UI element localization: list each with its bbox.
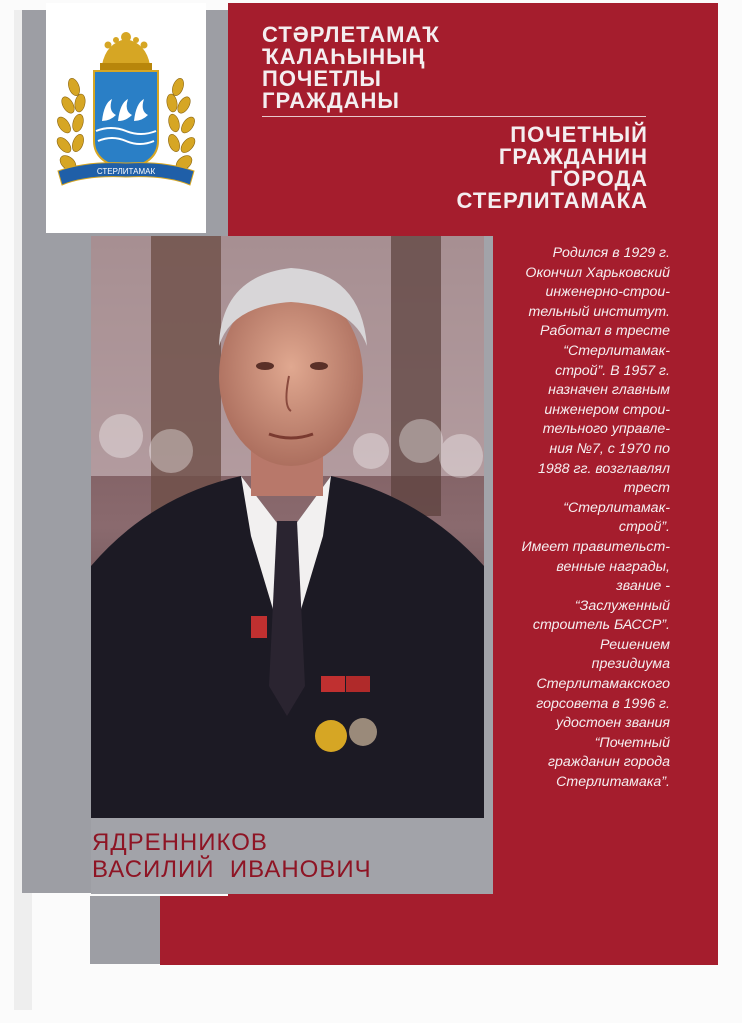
bio-line: президиума bbox=[591, 656, 670, 673]
title-russian-line: ГОРОДА bbox=[549, 166, 648, 191]
bio-line: тельного управле- bbox=[542, 421, 670, 438]
person-surname: ЯДРЕННИКОВ bbox=[92, 829, 268, 856]
title-divider bbox=[262, 116, 646, 117]
portrait-photo bbox=[91, 236, 484, 818]
bio-line: венные награды, bbox=[556, 558, 670, 575]
title-russian-line: СТЕРЛИТАМАКА bbox=[456, 188, 648, 213]
bio-line: Имеет правительст- bbox=[521, 538, 670, 555]
bio-line: строй”. bbox=[618, 519, 670, 536]
title-bashkir-line: ПОЧЕТЛЫ bbox=[262, 66, 382, 91]
bio-line: строй”. В 1957 г. bbox=[555, 362, 670, 379]
bio-line: инженерно-строи- bbox=[545, 284, 670, 301]
bio-line: “Стерлитамак- bbox=[563, 499, 670, 516]
bio-line: строитель БАССР”. bbox=[532, 617, 670, 634]
bio-line: назначен главным bbox=[548, 382, 670, 399]
emblem-box bbox=[46, 3, 206, 233]
title-bashkir-line: ҠАЛАҺЫНЫҢ bbox=[262, 44, 426, 69]
person-given-names: ВАСИЛИЙ ИВАНОВИЧ bbox=[92, 856, 372, 883]
bio-line: Стерлитамака”. bbox=[556, 774, 670, 791]
bio-line: “Заслуженный bbox=[574, 597, 670, 614]
gray-bottom-tab bbox=[90, 896, 160, 964]
red-bottom-band bbox=[160, 896, 718, 965]
title-bashkir bbox=[262, 24, 440, 112]
bio-line: ния №7, с 1970 по bbox=[549, 440, 670, 457]
emblem-ribbon-text: СТЕРЛИТАМАК bbox=[96, 167, 156, 176]
bio-line: Родился в 1929 г. bbox=[552, 245, 670, 261]
bio-line: Решением bbox=[599, 636, 670, 653]
bio-line: инженером строи- bbox=[544, 401, 670, 418]
title-russian-line: ПОЧЕТНЫЙ bbox=[510, 122, 648, 147]
bio-line: трест bbox=[623, 480, 670, 497]
title-bashkir-line: ГРАЖДАНЫ bbox=[262, 88, 400, 113]
bio-line: “Стерлитамак- bbox=[563, 342, 670, 359]
title-russian bbox=[457, 124, 648, 212]
bio-line: удостоен звания bbox=[556, 715, 670, 732]
bio-line: “Почетный bbox=[594, 734, 670, 751]
bio-line: горсовета в 1996 г. bbox=[536, 695, 670, 712]
bio-line: Стерлитамакского bbox=[536, 676, 670, 693]
bio-line: звание - bbox=[616, 578, 670, 595]
person-name bbox=[92, 829, 372, 883]
biography bbox=[492, 244, 670, 793]
city-emblem bbox=[46, 3, 206, 233]
bio-line: Работал в тресте bbox=[540, 323, 670, 340]
bio-line: тельный институт. bbox=[528, 303, 670, 320]
bio-line: гражданин города bbox=[548, 754, 670, 771]
bio-line: Окончил Харьковский bbox=[525, 264, 670, 281]
title-russian-line: ГРАЖДАНИН bbox=[498, 144, 648, 169]
bio-line: 1988 гг. возглавлял bbox=[537, 460, 670, 477]
title-bashkir-line: СТӘРЛЕТАМАҠ bbox=[262, 22, 441, 47]
